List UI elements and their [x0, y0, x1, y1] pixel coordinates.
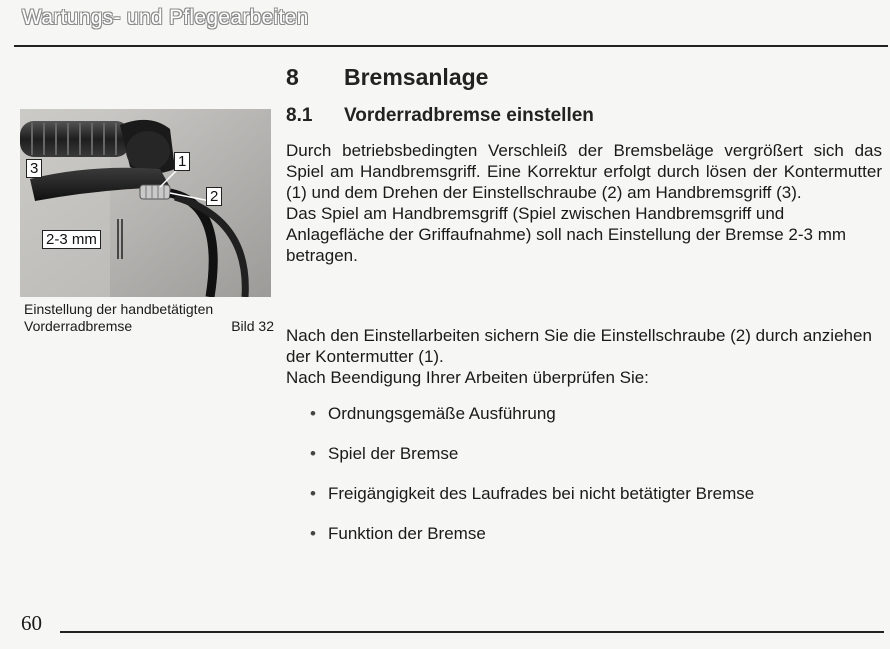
chapter-number: 8 — [286, 64, 299, 90]
paragraph: Nach Beendigung Ihrer Arbeiten überprüfen Sie: — [286, 368, 649, 387]
bullet: • — [310, 484, 316, 503]
list-item: • Funktion der Bremse — [310, 523, 754, 563]
bullet: • — [310, 444, 316, 463]
brake-lever-photo — [20, 109, 271, 297]
bullet: • — [310, 524, 316, 543]
header-divider — [14, 45, 888, 47]
section-number: 8.1 — [286, 105, 313, 126]
list-item: • Freigängigkeit des Laufrades bei nicht betätigter Bremse — [310, 483, 754, 523]
figure-label-1: 1 — [174, 152, 190, 171]
figure-label-2: 2 — [206, 187, 222, 206]
section-heading — [286, 105, 594, 127]
figure-caption — [24, 301, 274, 335]
paragraph: Das Spiel am Handbremsgriff (Spiel zwischen Handbremsgriff und Anlagefläche der Griffaufnahme) soll nach Einstellung der Bremse 2-3 mm betragen. — [286, 204, 847, 265]
after-adjustment-text — [286, 325, 882, 388]
paragraph: Nach den Einstellarbeiten sichern Sie die Einstellschraube (2) durch anziehen der Kontermutter (1). — [286, 326, 872, 366]
footer-divider — [60, 631, 884, 633]
figure-label-3: 3 — [26, 159, 42, 178]
list-item: • Ordnungsgemäße Ausführung — [310, 403, 754, 443]
header-title: Wartungs- und Pflegearbeiten — [22, 6, 309, 29]
intro-text — [286, 140, 882, 266]
chapter-title: Bremsanlage — [344, 64, 489, 90]
chapter-heading — [286, 64, 488, 91]
caption-line-1: Einstellung der handbetätigten — [24, 301, 214, 317]
checklist — [310, 403, 754, 563]
figure-number: Bild 32 — [231, 318, 274, 334]
figure-label-measure: 2-3 mm — [42, 230, 101, 249]
section-title: Vorderradbremse einstellen — [344, 105, 594, 126]
bullet: • — [310, 404, 316, 423]
list-item: • Spiel der Bremse — [310, 443, 754, 483]
paragraph: Durch betriebsbedingten Verschleiß der Bremsbeläge vergrößert sich das Spiel am Handbremsgriff. Eine Korrektur erfolgt durch lösen der Kontermutter (1) und dem Drehen der Einstellschraube (2) am Handbremsgriff (3). — [286, 141, 882, 202]
page-number: 60 — [21, 611, 42, 635]
caption-line-2: Vorderradbremse — [24, 318, 133, 334]
